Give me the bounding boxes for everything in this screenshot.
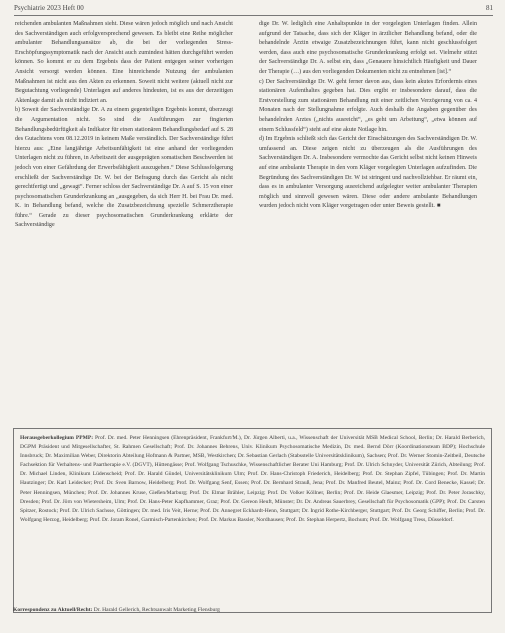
- right-paragraph-1: dige Dr. W. lediglich eine Anhaltspunkte in der vorgelegten Unterlagen finden. Allein aufgrund der Tatsache, dass sich der Kläger in ärztlicher Behandlung befand, oder die behandelnde Ärztin etwaige Zusatzbezeichnungen führt, kann nicht geschlussfolgert werden, dass auch eine psychosomatische Grunderkrankung erfolgt sei. Vielmehr stützt der Sachverständige Dr. A. selbst ein, dass „Genauere hinsichtlich Häufigkeit und Dauer der Therapie (…) aus den vorliegenden Dokumenten nicht zu entnehmen [ist].“: [259, 21, 477, 75]
- correspondence-text: Dr. Harald Gellerich, Rechtsanwalt Marketing Flensburg: [93, 607, 220, 613]
- end-of-article-mark: ■: [436, 203, 441, 210]
- right-column: [259, 20, 477, 212]
- correspondence-line: [13, 606, 492, 615]
- correspondence-label: Korrespondenz zu Aktuell/Recht:: [13, 607, 93, 613]
- page-number: 81: [486, 4, 493, 12]
- right-paragraph-2: c) Der Sachverständige Dr. W. geht ferner davon aus, dass kein akutes Erfordernis eines stationären Aufenthaltes gegeben hat. Dies ergibt er insbesondere darauf, dass die Erstvorstellung zum stationären Behandlung mit einer zeitlichen Verzögerung von ca. 4 Monaten nach der Stellungnahme erfolgte. Auch deshalb die Angaben gegenüber des behandelnden Arztes („nichts ausreicht“, „es geht um Arbeitung“, „etwa können auf einem Schlussfeld“) steht auf eine akute Notlage hin.: [259, 78, 477, 133]
- right-paragraph-3: [259, 135, 477, 212]
- left-column: [15, 20, 233, 231]
- left-paragraph-2: b) Soweit der Sachverständige Dr. A zu einem gegenteiligen Ergebnis kommt, überzeugt die Argumentation nicht. So sind die Ausführungen zur fingierten Behandlungsbedürftigkeit als Indikator für einen stationären Behandlungsbedarf auf S. 28 des Gutachtens vom 08.12.2019 in keinem Maße verständlich. Der Sachverständige führt hierzu aus: „Eine langjährige Arbeitsunfähigkeit ist eine anhand der vorliegenden Unterlagen nicht zu führen, in Arbeitszeit der ausgeprägten somatischen Beschwerden ist jedoch von einer Gefährdung der Erwerbsfähigkeit auszugehen.“ Diese Schlussfolgerung erschließt der Sachverständige Dr. W. bei der Befragung durch das Gericht als nicht gerechtfertigt und „gewagt“. Ferner schloss der Sachverständige Dr. A auf S. 15 von einer psychosomatischen Grunderkrankung an „ausgegeben, da sich Herr H. bei Frau Dr. med. K. in Behandlung befand, welche die Zusatzbezeichnung spezielle Schmerztherapie führe.“ Gerade zu dieser psychosomatischen Grunderkrankung erklärte der Sachverständige: [15, 107, 233, 229]
- editorial-board-label: Herausgeberkollegium PPMP:: [20, 435, 94, 441]
- left-paragraph-1: reichenden ambulanten Maßnahmen sieht. Diese wären jedoch möglich und nach Ansicht des Sachverständigen auch erfolgversprechend gewesen. Es bleibt eine Reihe möglicher ambulanter Behandlungsansätze ab, die bei der vorliegenden Stress-Erschöpfungssymptomatik nach der Ansicht auch zumindest hätten durchgeführt werden können. So kommt er zu dem Ergebnis dass der Patient entgegen seiner vorherigen Ansicht versorgt werden können. Eine hinreichende Nutzung der ambulanten Maßnahmen ist nicht aus den Akten zu erkennen. Soweit nicht weitere (aktuell nicht zur Begutachtung vorliegende) Unterlagen auf anderes hindeuten, ist es aus der derzeitigen Aktenlage damit als nicht indiziert an.: [15, 21, 233, 104]
- editorial-board-box: [13, 428, 492, 613]
- editorial-board-text: Prof. Dr. med. Peter Henningsen (Ehrenpräsident, Frankfurt/M.), Dr. Jürgen Alberti, u.a., Wissenschaft der Universität MSB Medical School, Berlin; Dr. Harald Berberich, DGPM Präsident und Mitgesellschafter, St. Rahmen Gesellschaft; Prof. Dr. Johannes Behrens, Univ. Klinikum Psychosomatische Medizin, Dr. med. Bernd Dörr (Koordinationsteam BDP); Hochschule Innsbruck; Dr. Maximilian Weber, Direktorin Abteilung Hofmann & Partner, MSB, Westkirchen; Dr. Sebastian Gerlach (Stabsstelle Universitätsklinikum), Sachsen; Prof. Dr. Werner Stomin-Zeitbeil, Deutsche Fachsektion für Verhaltens- und Paartherapie e.V. (DGVT), Hüttengässe; Prof. Wolfgang Tschuschke, Wissenschaftlicher Berater Uni Hamburg; Prof. Dr. Ulrich Schnyder, Universität Zürich, Abteilung; Prof. Dr. Michael Linden, Klinikum Lüdenscheid; Prof. Dr. Harald Gündel, Universitätsklinikum Ulm; Prof. Dr. Hans-Christoph Friederich, Heidelberg; Prof. Dr. Stephan Zipfel, Tübingen; Prof. Dr. Martin Hautzinger; Dr. Karl Leidecker; Prof. Dr. Sven Barnow, Heidelberg; Prof. Dr. Wolfgang Senf, Essen; Prof. Dr. Bernhard Strauß, Jena; Prof. Dr. Manfred Beutel, Mainz; Prof. Dr. Cord Benecke, Kassel; Dr. Peter Henningsen, München; Prof. Dr. Johannes Kruse, Gießen/Marburg; Prof. Dr. Elmar Brähler, Leipzig; Prof. Dr. Volker Köllner, Berlin; Prof. Dr. Heide Glaesmer, Leipzig; Prof. Dr. Peter Joraschky, Dresden; Prof. Dr. Jörn von Wietersheim, Ulm; Prof. Dr. Hans-Peter Kapfhammer, Graz; Prof. Dr. Gereon Heuft, Münster; Dr. Dr. Andreas Sauerbrey, Gesellschaft für Psychosomatik (GPP); Prof. Dr. Carsten Spitzer, Rostock; Prof. Dr. Ulrich Sachsse, Göttingen; Dr. med. Iris Veit, Herne; Prof. Dr. Annegret Eckhardt-Henn, Stuttgart; Dr. Ingrid Rothe-Kirchberger, Stuttgart; Prof. Dr. Georg Schiffer, Berlin; Prof. Dr. Wolfgang Herzog, Heidelberg; Prof. Dr. Joram Ronel, Garmisch-Partenkirchen; Prof. Dr. Markus Bassler, Nordhausen; Prof. Dr. Stephan Herpertz, Bochum; Prof. Dr. Wolfgang Tress, Düsseldorf.: [20, 435, 486, 523]
- right-paragraph-3-text: d) Im Ergebnis schließt sich das Gericht der Einschätzungen des Sachverständigen Dr. W. umfassend an. Diese zeigen nicht zu überzeugen als die Ausführungen des Sachverständigen Dr. A. Insbesondere vermochte das Gericht selbst nicht keinen Hinweis auf eine ambulante Therapie in den vom Kläger vorgelegten Unterlagen aufzufinden. Die Begründung des Sachverständigen Dr. W ist stringent und nachvollziehbar. Er räumt ein, dass es in ambulanter Versorgung ausreichend aufgelegter weiter ambulanter Therapien möglich und sinnvoll gewesen wären. Diese oder andere ambulante Behandlungen wurden jedoch nicht vom Kläger vorgetragen oder unter Beweis gestellt.: [259, 136, 477, 210]
- running-header: [14, 3, 493, 16]
- journal-title: Psychiatrie 2023 Heft 00: [14, 4, 84, 12]
